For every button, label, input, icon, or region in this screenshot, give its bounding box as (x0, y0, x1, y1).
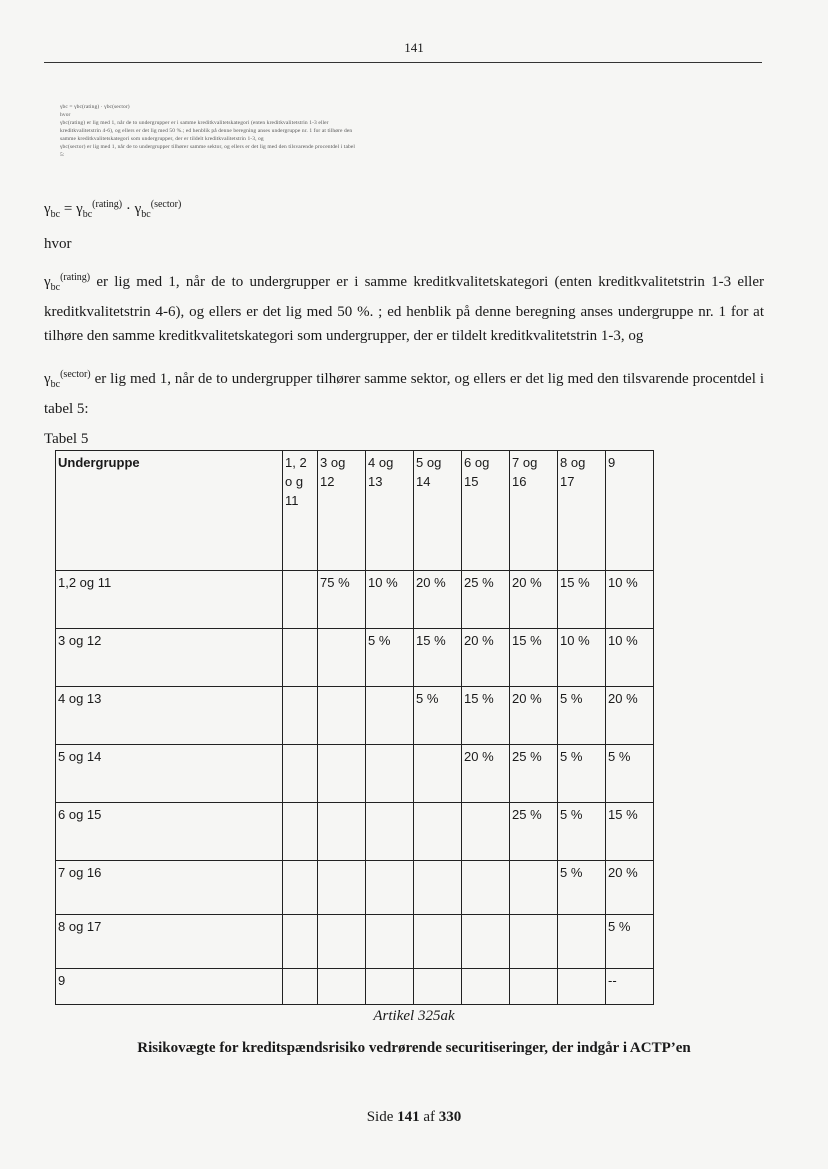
table-cell (283, 803, 318, 861)
table-cell: 5 % (414, 687, 462, 745)
table-cell: 20 % (606, 687, 654, 745)
table-cell (414, 915, 462, 969)
table-cell (510, 861, 558, 915)
page-number: 141 (404, 40, 424, 55)
table-cell (366, 915, 414, 969)
table-cell (510, 969, 558, 1005)
table-cell (558, 915, 606, 969)
header-cell: 8 og 17 (558, 451, 606, 571)
table-cell (318, 969, 366, 1005)
table-row (56, 629, 654, 687)
table-cell (318, 687, 366, 745)
table-cell: 5 % (606, 745, 654, 803)
table-cell (414, 861, 462, 915)
table-cell (462, 861, 510, 915)
scan-line: γbc(rating) er lig med 1, når de to undergrupper er i samme kreditkvalitetskategori (enten kreditkvalitetstrin 1-3 eller kreditkvalitetstrin 4-6), og ellers er det lig med 50 %.; ed henblik på denne beregning anses undergruppe nr. 1 for at tilhøre den samme kreditkvalitetskategori som undergrupper, der er tildelt kreditkvalitetstrin 1-3, og (60, 120, 353, 142)
table-cell: 10 % (366, 571, 414, 629)
table-cell: 25 % (510, 745, 558, 803)
table-cell (318, 915, 366, 969)
page-footer: Side 141 af 330 (366, 1109, 462, 1125)
table-cell: 20 % (462, 745, 510, 803)
row-label-cell: 5 og 14 (56, 745, 283, 803)
table-row (56, 861, 654, 915)
table-cell (318, 861, 366, 915)
table-row (56, 571, 654, 629)
header-cell: 6 og 15 (462, 451, 510, 571)
table-cell: 20 % (510, 687, 558, 745)
row-label-cell: 6 og 15 (56, 803, 283, 861)
table-cell (414, 803, 462, 861)
table-cell: 20 % (606, 861, 654, 915)
table-cell: 5 % (558, 861, 606, 915)
table-row (56, 745, 654, 803)
table-cell: 75 % (318, 571, 366, 629)
correlation-table (55, 450, 654, 1005)
row-label-cell: 7 og 16 (56, 861, 283, 915)
header-cell: 1, 2 o g 11 (283, 451, 318, 571)
table-cell (414, 969, 462, 1005)
table-cell: 5 % (558, 745, 606, 803)
header-cell: 7 og 16 (510, 451, 558, 571)
hvor-label: hvor (44, 236, 72, 252)
row-label-cell: 1,2 og 11 (56, 571, 283, 629)
table-cell: 5 % (558, 687, 606, 745)
row-label-cell: 9 (56, 969, 283, 1005)
table-cell: 10 % (606, 629, 654, 687)
table-cell (318, 745, 366, 803)
table-cell (283, 571, 318, 629)
row-label-cell: 4 og 13 (56, 687, 283, 745)
table-cell (283, 969, 318, 1005)
table-cell: 20 % (414, 571, 462, 629)
table-cell: 15 % (606, 803, 654, 861)
article-title: Risikovægte for kreditspændsrisiko vedrørende securitiseringer, der indgår i ACTP’en (137, 1040, 691, 1056)
table-cell (318, 629, 366, 687)
table-cell (283, 745, 318, 803)
scanned-duplicate-block (60, 103, 360, 159)
table-cell (366, 803, 414, 861)
table-row (56, 687, 654, 745)
table-cell (462, 803, 510, 861)
table-row (56, 969, 654, 1005)
scan-line: γbc = γbc(rating) · γbc(sector) (60, 104, 130, 110)
header-cell: 4 og 13 (366, 451, 414, 571)
table-cell: 15 % (414, 629, 462, 687)
table-cell (366, 687, 414, 745)
table-cell (414, 745, 462, 803)
table-cell (462, 969, 510, 1005)
table-cell (283, 861, 318, 915)
table-cell: 5 % (558, 803, 606, 861)
table-cell (366, 969, 414, 1005)
table-header-row (56, 451, 654, 571)
article-number: Artikel 325ak (373, 1008, 455, 1024)
paragraph-sector: $\gamma_{bc}^{(sector)}$ er lig med 1, når de to undergrupper tilhører samme sektor, og ellers er det lig med den tilsvarende procentdel i tabel 5: (44, 369, 764, 417)
header-cell: 3 og 12 (318, 451, 366, 571)
table-cell (283, 687, 318, 745)
table-cell (318, 803, 366, 861)
table-cell: 10 % (606, 571, 654, 629)
table-cell: 5 % (606, 915, 654, 969)
table-cell: 20 % (510, 571, 558, 629)
scan-line: γbc(sector) er lig med 1, når de to undergrupper tilhører samme sektor, og ellers er det lig med den tilsvarende procentdel i tabel 5: (60, 144, 355, 158)
table-row (56, 915, 654, 969)
header-cell: 9 (606, 451, 654, 571)
table-cell (558, 969, 606, 1005)
table-cell: 15 % (510, 629, 558, 687)
table-cell: 25 % (462, 571, 510, 629)
table-cell: 20 % (462, 629, 510, 687)
header-cell: 5 og 14 (414, 451, 462, 571)
table-cell: -- (606, 969, 654, 1005)
table-row (56, 803, 654, 861)
gamma-formula: $\gamma_{bc} = \gamma_{bc}^{(rating)} \cdot \gamma_{bc}^{(sector)}$ (44, 199, 182, 220)
table-cell (283, 629, 318, 687)
table-cell: 5 % (366, 629, 414, 687)
table-cell (366, 861, 414, 915)
table-cell: 10 % (558, 629, 606, 687)
paragraph-rating: $\gamma_{bc}^{(rating)}$ er lig med 1, når de to undergrupper er i samme kreditkvalitetskategori (enten kreditkvalitetstrin 1-3 eller kreditkvalitetstrin 4-6), og ellers er det lig med 50 %. ; ed henblik på denne beregning anses undergruppe nr. 1 for at tilhøre den samme kreditkvalitetskategori som undergrupper, der er tildelt kreditkvalitetstrin 1-3, og (44, 272, 764, 344)
table-cell: 25 % (510, 803, 558, 861)
header-cell-undergruppe: Undergruppe (56, 451, 283, 571)
row-label-cell: 8 og 17 (56, 915, 283, 969)
scan-line: hvor (60, 112, 71, 118)
table-label: Tabel 5 (44, 431, 89, 447)
table-cell: 15 % (558, 571, 606, 629)
row-label-cell: 3 og 12 (56, 629, 283, 687)
header-rule (44, 62, 762, 63)
table-cell (462, 915, 510, 969)
table-cell (510, 915, 558, 969)
table-cell (366, 745, 414, 803)
table-cell: 15 % (462, 687, 510, 745)
table-cell (283, 915, 318, 969)
